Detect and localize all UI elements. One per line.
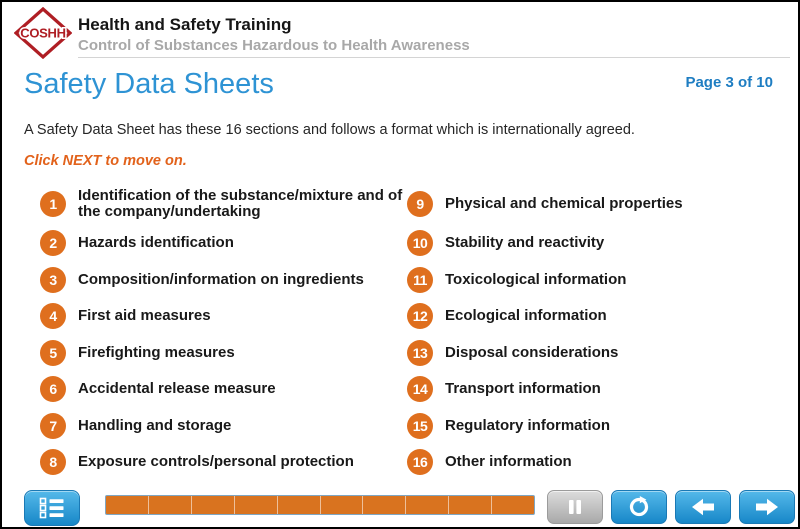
section-label: Transport information [445, 380, 601, 397]
section-number-badge: 5 [40, 340, 66, 366]
section-item-14 [407, 371, 780, 408]
next-button[interactable] [739, 490, 795, 524]
section-item-4 [24, 298, 407, 335]
section-label: Ecological information [445, 307, 607, 324]
section-number-badge: 10 [407, 230, 433, 256]
section-item-8 [24, 444, 407, 481]
section-label: Accidental release measure [78, 380, 276, 397]
pause-icon [565, 498, 585, 516]
replay-button[interactable] [611, 490, 667, 524]
next-instruction-text: Click NEXT to move on. [24, 153, 187, 169]
section-number-badge: 6 [40, 376, 66, 402]
pause-button[interactable] [547, 490, 603, 524]
section-label: Composition/information on ingredients [78, 270, 364, 288]
section-number-badge: 4 [40, 303, 66, 329]
progress-segment [278, 496, 321, 514]
progress-bar[interactable] [105, 495, 535, 515]
progress-segment [192, 496, 235, 514]
progress-segment [492, 496, 534, 514]
intro-text: A Safety Data Sheet has these 16 sections and follows a format which is internationally agreed. [24, 122, 635, 138]
section-item-7 [24, 408, 407, 445]
progress-segment [363, 496, 406, 514]
section-item-15 [407, 408, 780, 445]
progress-segment [235, 496, 278, 514]
section-number-badge: 12 [407, 303, 433, 329]
back-arrow-icon [688, 496, 718, 518]
section-number-badge: 16 [407, 449, 433, 475]
section-item-9 [407, 183, 780, 225]
section-number-badge: 14 [407, 376, 433, 402]
next-arrow-icon [752, 496, 782, 518]
menu-list-icon [39, 497, 65, 519]
section-item-6 [24, 371, 407, 408]
section-number-badge: 9 [407, 191, 433, 217]
section-item-12 [407, 298, 780, 335]
replay-icon [627, 495, 651, 519]
section-number-badge: 13 [407, 340, 433, 366]
section-label: Physical and chemical properties [445, 194, 683, 212]
section-label: Firefighting measures [78, 343, 235, 361]
coshh-diamond-logo [14, 7, 72, 59]
section-label: Regulatory information [445, 416, 611, 434]
section-label: Identification of the substance/mixture and of the company/undertaking [78, 186, 403, 220]
menu-button[interactable] [24, 490, 80, 526]
section-item-5 [24, 335, 407, 372]
section-label: Other information [445, 453, 572, 470]
section-item-1 [24, 183, 407, 225]
logo-text: COSHH [20, 25, 66, 41]
course-subtitle: Control of Substances Hazardous to Health Awareness [78, 37, 470, 54]
sections-list [24, 183, 780, 481]
progress-segment [321, 496, 364, 514]
section-label: Stability and reactivity [445, 234, 605, 251]
section-item-2 [24, 225, 407, 262]
page-title: Safety Data Sheets [24, 68, 274, 100]
section-number-badge: 3 [40, 267, 66, 293]
section-label: Exposure controls/personal protection [78, 453, 354, 470]
section-item-16 [407, 444, 780, 481]
section-label: Toxicological information [445, 270, 627, 288]
section-number-badge: 11 [407, 267, 433, 293]
progress-segment [449, 496, 492, 514]
section-number-badge: 7 [40, 413, 66, 439]
section-item-13 [407, 335, 780, 372]
progress-segment [406, 496, 449, 514]
progress-segment [106, 496, 149, 514]
progress-segment [149, 496, 192, 514]
header-divider [78, 57, 790, 58]
page-indicator: Page 3 of 10 [685, 74, 773, 91]
section-item-10 [407, 225, 780, 262]
section-label: First aid measures [78, 307, 211, 324]
section-label: Disposal considerations [445, 343, 619, 361]
section-number-badge: 2 [40, 230, 66, 256]
section-item-11 [407, 262, 780, 299]
back-button[interactable] [675, 490, 731, 524]
section-item-3 [24, 262, 407, 299]
section-label: Hazards identification [78, 234, 234, 251]
section-number-badge: 1 [40, 191, 66, 217]
course-title: Health and Safety Training [78, 15, 292, 34]
section-number-badge: 8 [40, 449, 66, 475]
section-label: Handling and storage [78, 416, 232, 434]
section-number-badge: 15 [407, 413, 433, 439]
